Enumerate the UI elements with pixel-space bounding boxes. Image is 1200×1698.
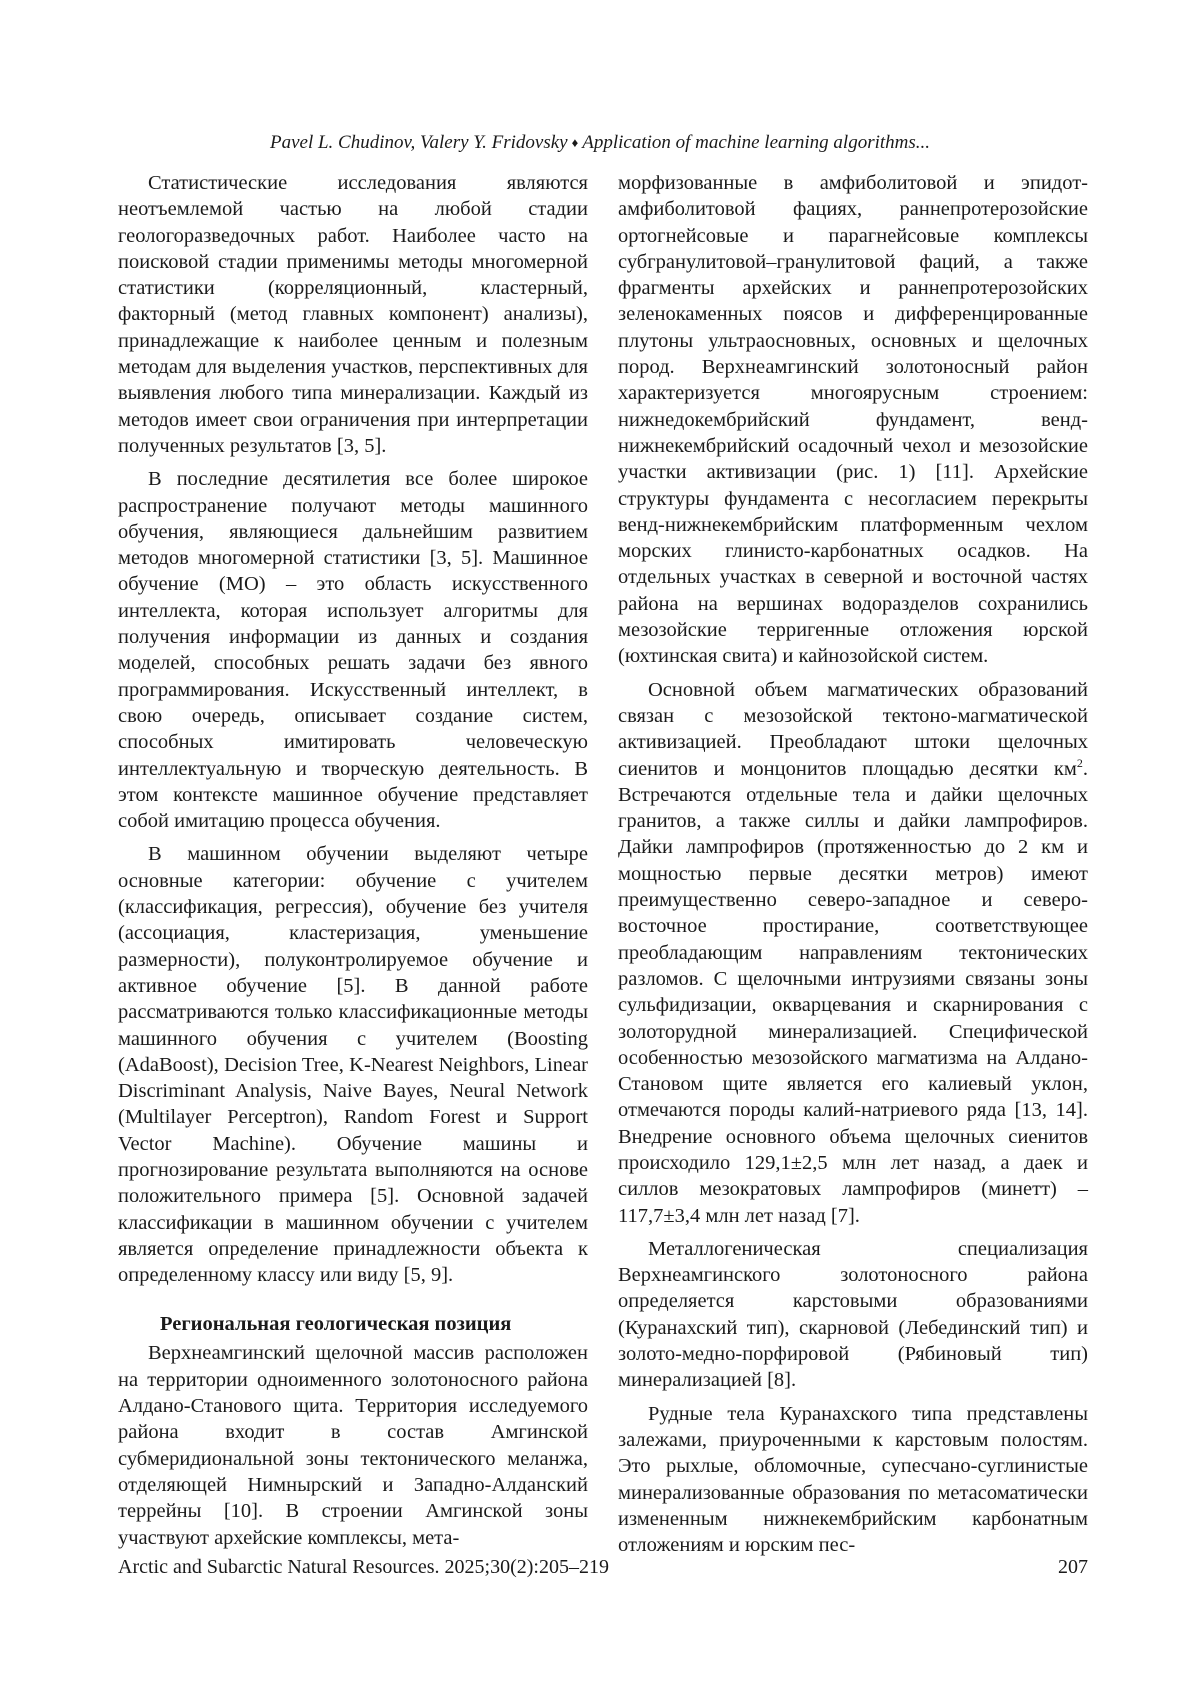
journal-citation: Arctic and Subarctic Natural Resources. 2025;30(2):205–219	[118, 1556, 609, 1578]
diamond-icon: ♦	[571, 135, 579, 150]
paragraph	[618, 677, 1088, 1229]
superscript: 2	[1076, 755, 1083, 770]
right-column	[618, 170, 1088, 1565]
paragraph: В машинном обучении выделяют четыре основные категории: обучение с учителем (классификация, регрессия), обучение без учителя (ассоциация, кластеризация, уменьшение размерности), полуконтролируемое обучение и активное обучение [5]. В данной работе рассматриваются только классификационные методы машинного обучения с учителем (Boosting (AdaBoost), Decision Tree, K-Nearest Neighbors, Linear Discriminant Analysis, Naive Bayes, Neural Network (Multilayer Perceptron), Random Forest и Support Vector Machine). Обучение машины и прогнозирование результата выполняются на основе положительного примера [5]. Основной задачей классификации в машинном обучении с учителем является определение принадлежности объекта к определенному классу или виду [5, 9].	[118, 843, 588, 1287]
paragraph: Статистические исследования являются неотъемлемой частью на любой стадии геологоразведочных работ. Наиболее часто на поисковой стадии применимы методы многомерной статистики (корреляционный, кластерный, факторный (метод главных компонент) анализы), принадлежащие к наиболее ценным и полезным методам для выделения участков, перспективных для выявления любого типа минерализации. Каждый из методов имеет свои ограничения при интерпретации полученных результатов [3, 5].	[118, 172, 588, 457]
left-column	[118, 170, 588, 1558]
running-head-title: Application of machine learning algorithms...	[582, 132, 931, 153]
running-head	[0, 131, 1200, 156]
section-heading: Региональная геологическая позиция	[160, 1313, 512, 1336]
page-number: 207	[1058, 1556, 1088, 1578]
paragraph: В последние десятилетия все более широкое распространение получают методы машинного обучения, являющиеся дальнейшим развитием методов многомерной статистики [3, 5]. Машинное обучение (МО) – это область искусственного интеллекта, которая использует алгоритмы для получения информации из данных и создания моделей, способных решать задачи без явного программирования. Искусственный интеллект, в свою очередь, описывает создание систем, способных имитировать человеческую интеллектуальную и творческую деятельность. В этом контексте машинное обучение представляет собой имитацию процесса обучения.	[118, 468, 588, 833]
paragraph: Рудные тела Куранахского типа представлены залежами, приуроченными к карстовым полостям. Это рыхлые, обломочные, супесчано-суглинистые минерализованные образования по метасоматически измененным нижнекембрийским карбонатным отложениям и юрским пес-	[618, 1402, 1088, 1557]
paragraph-text: Основной объем магматических образований связан с мезозойской тектоно-магматической активизацией. Преобладают штоки щелочных сиенитов и монцонитов площадью десятки км	[618, 678, 1088, 780]
paragraph: Верхнеамгинский щелочной массив расположен на территории одноименного золотоносного района Алдано-Станового щита. Территория исследуемого района входит в состав Амгинской субмеридиональной зоны тектонического меланжа, отделяющей Нимнырский и Западно-Алданский террейны [10]. В строении Амгинской зоны участвуют архейские комплексы, мета-	[118, 1342, 588, 1549]
paragraph-text: . Встречаются отдельные тела и дайки щелочных гранитов, а также силлы и дайки лампрофиров. Дайки лампрофиров (протяженностью до 2 км и мощностью первые десятки метров) имеют преимущественно северо-западное и северо-восточное простирание, соответствующее преобладающим направлениям тектонических разломов. С щелочными интрузиями связаны зоны сульфидизации, окварцевания и скарнирования с золоторудной минерализацией. Специфической особенностью мезозойского магматизма на Алдано-Становом щите является его калиевый уклон, отмечаются породы калий-натриевого ряда [13, 14]. Внедрение основного объема щелочных сиенитов происходило 129,1±2,5 млн лет назад, а даек и силлов мезократовых лампрофиров (минетт) – 117,7±3,4 млн лет назад [7].	[618, 757, 1088, 1227]
paragraph: Металлогеническая специализация Верхнеамгинского золотоносного района определяется карстовыми образованиями (Куранахский тип), скарновой (Лебединский тип) и золото-медно-порфировой (Рябиновый тип) минерализацией [8].	[618, 1237, 1088, 1392]
paragraph: морфизованные в амфиболитовой и эпидот-амфиболитовой фациях, раннепротерозойские ортогнейсовые и парагнейсовые комплексы субгранулитовой–гранулитовой фаций, а также фрагменты архейских и раннепротерозойских зеленокаменных поясов и дифференцированные плутоны ультраосновных, основных и щелочных пород. Верхнеамгинский золотоносный район характеризуется многоярусным строением: нижнедокембрийский фундамент, венд-нижнекембрийский осадочный чехол и мезозойские участки активизации (рис. 1) [11]. Архейские структуры фундамента с несогласием перекрыты венд-нижнекембрийским платформенным чехлом морских глинисто-карбонатных осадков. На отдельных участках в северной и восточной частях района на вершинах водоразделов сохранились мезозойские терригенные отложения юрской (юхтинская свита) и кайнозойской систем.	[618, 172, 1088, 668]
running-head-authors: Pavel L. Chudinov, Valery Y. Fridovsky	[269, 132, 568, 153]
